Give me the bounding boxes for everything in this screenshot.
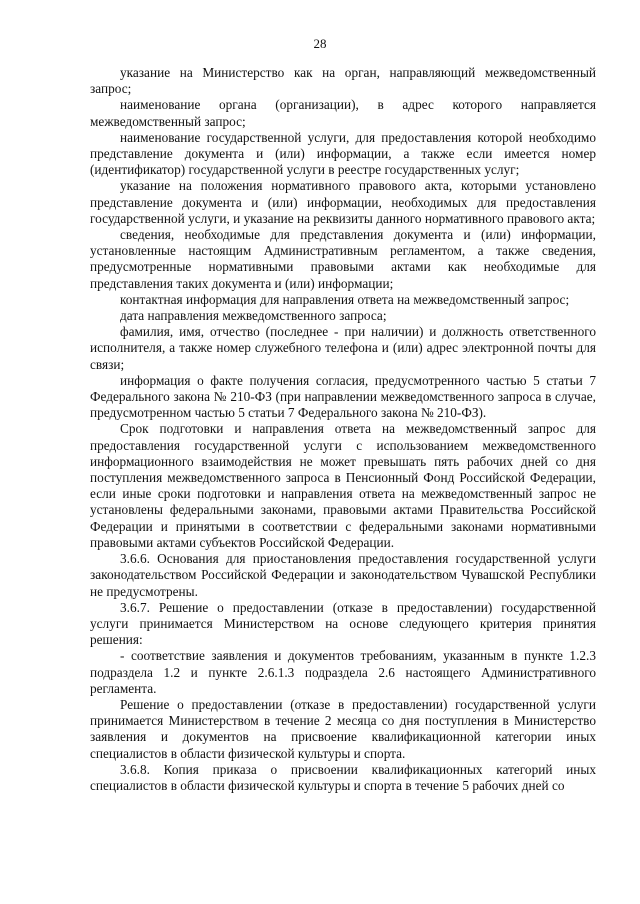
document-body	[90, 65, 596, 794]
paragraph-response-deadline: Срок подготовки и направления ответа на межведомственный запрос для предоставления государственной услуги с использованием межведомственного информационного взаимодействия не может превышать пять рабочих дней со дня поступления межведомственного запроса в Пенсионный Фонд Российской Федерации, если иные сроки подготовки и направления ответа на межведомственный запрос не установлены федеральными законами, правовыми актами Правительства Российской Федерации и принятыми в соответствии с федеральными законами нормативными правовыми актами субъектов Российской Федерации.	[90, 421, 596, 550]
paragraph-executor-details: фамилия, имя, отчество (последнее - при наличии) и должность ответственного исполнителя, а также номер служебного телефона и (или) адрес электронной почты для связи;	[90, 324, 596, 372]
paragraph-consent-information: информация о факте получения согласия, предусмотренного частью 5 статьи 7 Федерального закона № 210-ФЗ (при направлении межведомственного запроса в случае, предусмотренном частью 5 статьи 7 Федерального закона № 210-ФЗ).	[90, 372, 596, 421]
paragraph-service-name: наименование государственной услуги, для предоставления которой необходимо представление документа и (или) информации, а также если имеется номер (идентификатор) государственной услуги в реестре государственных услуг;	[90, 129, 596, 178]
paragraph-section-3-6-6: 3.6.6. Основания для приостановления предоставления государственной услуги законодательством Российской Федерации и законодательством Чувашской Республики не предусмотрены.	[90, 551, 596, 599]
paragraph-ministry-indication: указание на Министерство как на орган, направляющий межведомственный запрос;	[90, 65, 596, 97]
paragraph-required-information: сведения, необходимые для представления документа и (или) информации, установленные настоящим Административным регламентом, а также сведения, предусмотренные нормативными правовыми актами как необходимые для представления таких документа и (или) информации;	[90, 227, 596, 291]
paragraph-request-date: дата направления межведомственного запроса;	[120, 308, 387, 324]
paragraph-legal-act-reference: указание на положения нормативного правового акта, которыми установлено представление документа и (или) информации, необходимых для предоставления государственной услуги, и указание на реквизиты данного нормативного правового акта;	[90, 178, 596, 226]
paragraph-contact-information: контактная информация для направления ответа на межведомственный запрос;	[120, 291, 570, 307]
paragraph-decision-deadline: Решение о предоставлении (отказе в предоставлении) государственной услуги принимается Министерством в течение 2 месяца со дня поступления в Министерство заявления и документов на присвоение квалификационной категории иных специалистов в области физической культуры и спорта.	[90, 696, 596, 761]
paragraph-section-3-6-8: 3.6.8. Копия приказа о присвоении квалификационных категорий иных специалистов в области физической культуры и спорта в течение 5 рабочих дней со	[90, 761, 596, 793]
paragraph-recipient-name: наименование органа (организации), в адрес которого направляется межведомственный запрос;	[90, 97, 596, 129]
page-number: 28	[313, 36, 327, 51]
paragraph-compliance-criterion: - соответствие заявления и документов требованиям, указанным в пункте 1.2.3 подраздела 1.2 и пункте 2.6.1.3 подраздела 2.6 настоящего Административного регламента.	[90, 648, 596, 696]
paragraph-section-3-6-7: 3.6.7. Решение о предоставлении (отказе в предоставлении) государственной услуги принимается Министерством на основе следующего критерия принятия решения:	[90, 599, 596, 648]
